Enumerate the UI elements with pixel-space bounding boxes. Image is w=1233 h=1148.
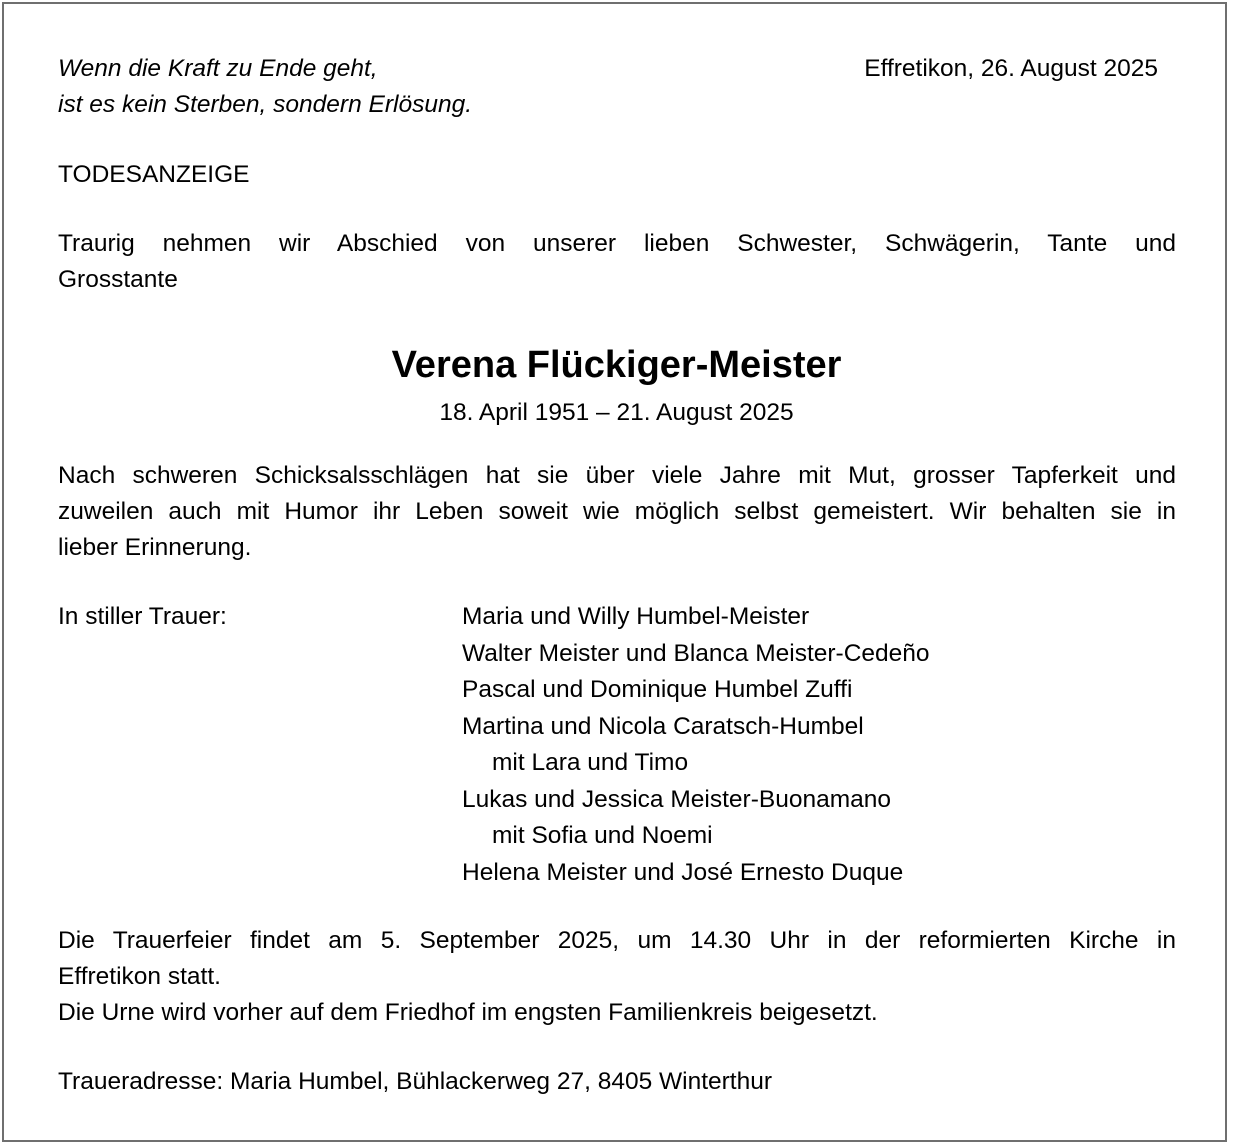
service-line-2: Effretikon statt. [58, 963, 221, 990]
bio-paragraph [58, 458, 1176, 566]
place-date: Effretikon, 26. August 2025 [864, 55, 1158, 82]
motto-line-1: Wenn die Kraft zu Ende geht, [58, 55, 378, 82]
notice-heading: TODESANZEIGE [58, 161, 250, 188]
mourners-label: In stiller Trauer: [58, 603, 227, 630]
mourning-address: Traueradresse: Maria Humbel, Bühlackerweg 27, 8405 Winterthur [58, 1068, 773, 1095]
mourner-children: mit Sofia und Noemi [492, 822, 713, 849]
mourner-entry: Lukas und Jessica Meister-Buonamano [462, 785, 891, 813]
service-line-1: Die Trauerfeier findet am 5. September 2025, um 14.30 Uhr in der reformierten Kirche in [58, 927, 1176, 954]
life-dates: 18. April 1951 – 21. August 2025 [439, 399, 794, 426]
intro-line-1: Traurig nehmen wir Abschied von unserer lieben Schwester, Schwägerin, Tante und [58, 230, 1176, 257]
mourners-list [462, 599, 930, 891]
bio-line-2: zuweilen auch mit Humor ihr Leben soweit wie möglich selbst gemeistert. Wir behalten sie in [58, 498, 1176, 525]
mourner-entry: Maria und Willy Humbel-Meister [462, 603, 810, 630]
intro-paragraph [58, 226, 1176, 298]
mourner-children: mit Lara und Timo [492, 749, 689, 776]
mourner-entry: Walter Meister und Blanca Meister-Cedeño [462, 639, 930, 667]
motto-quote [58, 51, 472, 123]
intro-line-2: Grosstante [58, 266, 178, 293]
service-line-3: Die Urne wird vorher auf dem Friedhof im engsten Familienkreis beigesetzt. [58, 999, 878, 1026]
service-paragraph [58, 923, 1176, 1031]
mourner-entry: Pascal und Dominique Humbel Zuffi [462, 676, 853, 703]
bio-line-1: Nach schweren Schicksalsschlägen hat sie über viele Jahre mit Mut, grosser Tapferkeit und [58, 462, 1176, 489]
motto-line-2: ist es kein Sterben, sondern Erlösung. [58, 91, 473, 118]
mourner-entry: Helena Meister und José Ernesto Duque [462, 858, 904, 886]
bio-line-3: lieber Erinnerung. [58, 534, 252, 561]
mourner-entry: Martina und Nicola Caratsch-Humbel [462, 712, 864, 740]
deceased-name: Verena Flückiger-Meister [391, 344, 842, 386]
